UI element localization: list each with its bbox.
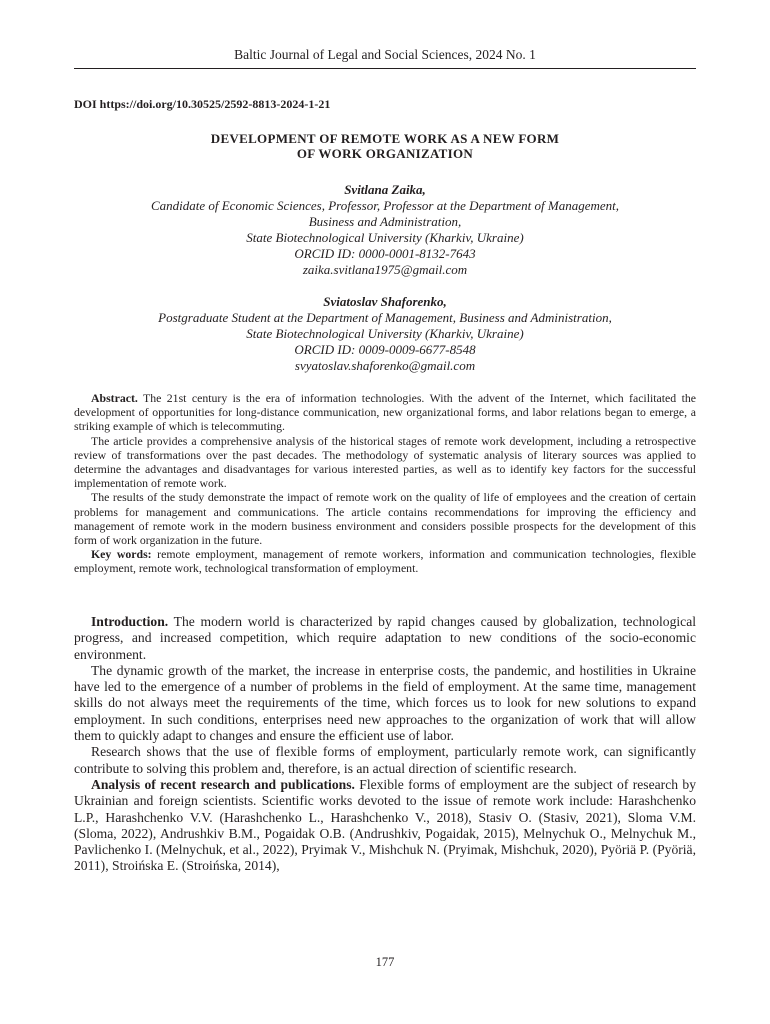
body-paragraph: Research shows that the use of flexible forms of employment, particularly remote work, can significantly contribute to solving this problem and, therefore, is an actual direction of scientific research. (74, 744, 696, 776)
body-paragraph: Analysis of recent research and publications. Flexible forms of employment are the subject of research by Ukrainian and foreign scientists. Scientific works devoted to the issue of remote work include: Harashchenko L.P., Harashchenko V.V. (Harashchenko L., Harashchenko V., 2018), Stasiv O. (Stasiv, 2021), Sloma V.M. (Sloma, 2022), Andrushkiv B.M., Pogaidak O.B. (Andrushkiv, Pogaidak, 2015), Melnychuk O., Melnychuk M., Pavlichenko I. (Melnychuk, et al., 2022), Pryimak V., Mishchuk N. (Pryimak, Mishchuk, 2020), Pyöriä P. (Pyöriä, 2011), Stroińska E. (Stroińska, 2014), (74, 776, 696, 874)
abstract-paragraph: The article provides a comprehensive analysis of the historical stages of remote work development, including a retrospective review of transformations over the past decades. The methodology of systematic analysis of literary sources was applied to determine the advantages and disadvantages for various interested parties, as well as to identify key factors for the successful implementation of remote work. (74, 433, 696, 491)
author-affiliation: State Biotechnological University (Kharkiv, Ukraine) (246, 230, 524, 245)
abstract-paragraph: Abstract. The 21st century is the era of information technologies. With the advent of the Internet, which facilitated the development of opportunities for long-distance communication, new organizational forms, and labor relations began to emerge, a striking example of which is telecommuting. (74, 391, 696, 434)
author-block-1 (74, 182, 696, 278)
introduction-label: Introduction. (91, 614, 169, 629)
doi-line: DOI https://doi.org/10.30525/2592-8813-2024-1-21 (74, 97, 331, 111)
author-email: svyatoslav.shaforenko@gmail.com (294, 358, 476, 373)
keywords-label: Key words: (91, 547, 152, 562)
page-number: 177 (375, 955, 395, 969)
body-paragraph: Introduction. The modern world is characterized by rapid changes caused by globalization, technological progress, and increased competition, which require adaptation to new conditions of the socio-economic environment. (74, 614, 696, 662)
article-title (74, 131, 696, 161)
abstract-label: Abstract. (91, 391, 138, 405)
body-paragraph: The dynamic growth of the market, the increase in enterprise costs, the pandemic, and hostilities in Ukraine have led to the emergence of a number of problems in the field of employment. At the same time, management skills do not always meet the requirements of the time, which forces us to look for new solutions to expand employment. In such conditions, enterprises need new approaches to the organization of work that will allow them to quickly adapt to changes and ensure the efficient use of labor. (74, 662, 696, 744)
author-orcid: ORCID ID: 0000-0001-8132-7643 (294, 246, 476, 261)
abstract-section (74, 391, 696, 576)
author-name: Sviatoslav Shaforenko, (323, 294, 447, 309)
author-affiliation: Business and Administration, (308, 214, 462, 229)
author-affiliation: Candidate of Economic Sciences, Professor, Professor at the Department of Management, (150, 198, 620, 213)
abstract-paragraph: The results of the study demonstrate the impact of remote work on the quality of life of employees and the creation of certain problems for management and communications. The article contains recommendations for improving the efficiency and management of remote work in the modern business environment and considers possible prospects for the development of this form of work organization in the future. (74, 490, 696, 548)
article-body (74, 614, 696, 875)
keywords-paragraph: Key words: remote employment, management of remote workers, information and communication technologies, flexible employment, remote work, technological transformation of employment. (74, 547, 696, 576)
header-rule (74, 68, 696, 69)
author-orcid: ORCID ID: 0009-0009-6677-8548 (294, 342, 476, 357)
author-block-2 (74, 294, 696, 374)
author-email: zaika.svitlana1975@gmail.com (302, 262, 468, 277)
author-affiliation: State Biotechnological University (Kharkiv, Ukraine) (246, 326, 524, 341)
author-affiliation: Postgraduate Student at the Department of Management, Business and Administration, (158, 310, 612, 325)
journal-header: Baltic Journal of Legal and Social Sciences, 2024 No. 1 (234, 47, 536, 62)
title-line-2: OF WORK ORGANIZATION (296, 146, 474, 161)
analysis-label: Analysis of recent research and publications. (91, 776, 355, 792)
author-name: Svitlana Zaika, (344, 182, 426, 197)
title-line-1: DEVELOPMENT OF REMOTE WORK AS A NEW FORM (210, 131, 560, 146)
